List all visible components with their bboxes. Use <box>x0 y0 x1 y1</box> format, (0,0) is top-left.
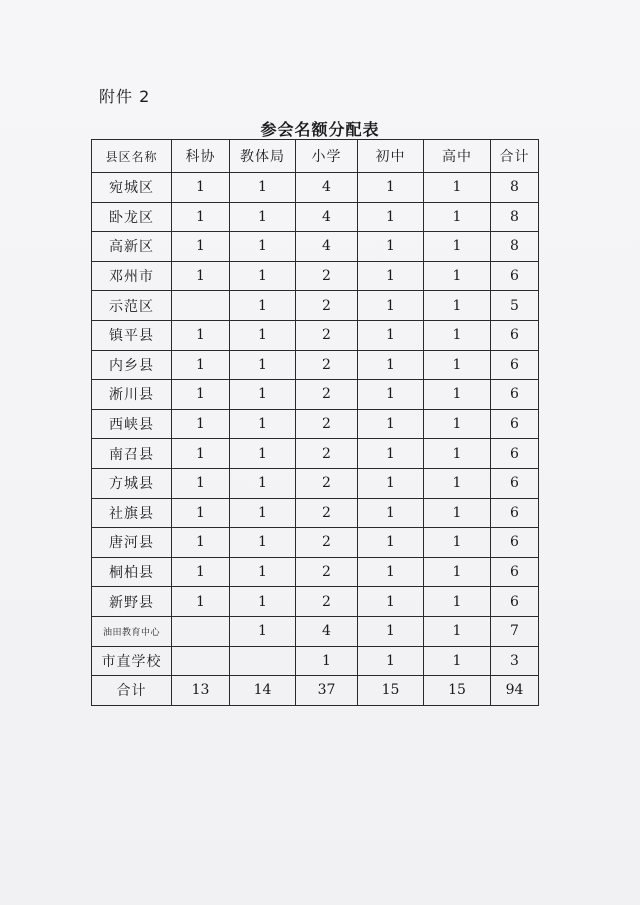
value-cell: 1 <box>424 528 491 558</box>
value-cell <box>172 646 230 676</box>
value-cell: 7 <box>491 616 539 646</box>
value-cell: 1 <box>424 557 491 587</box>
value-cell: 1 <box>358 232 424 262</box>
value-cell: 1 <box>358 468 424 498</box>
value-cell: 2 <box>296 468 358 498</box>
county-name-cell: 宛城区 <box>92 173 172 203</box>
value-cell: 6 <box>491 261 539 291</box>
table-row <box>92 646 539 676</box>
value-cell: 1 <box>230 173 296 203</box>
table-row <box>92 291 539 321</box>
value-cell: 1 <box>296 646 358 676</box>
value-cell: 1 <box>424 261 491 291</box>
value-cell: 1 <box>172 202 230 232</box>
value-cell: 1 <box>230 557 296 587</box>
value-cell: 1 <box>358 291 424 321</box>
value-cell: 6 <box>491 320 539 350</box>
value-cell: 1 <box>230 498 296 528</box>
value-cell: 6 <box>491 587 539 617</box>
value-cell: 4 <box>296 202 358 232</box>
value-cell: 4 <box>296 616 358 646</box>
table-body <box>92 173 539 706</box>
value-cell: 1 <box>358 202 424 232</box>
value-cell: 1 <box>230 439 296 469</box>
value-cell: 1 <box>424 616 491 646</box>
value-cell: 6 <box>491 409 539 439</box>
value-cell: 1 <box>424 173 491 203</box>
value-cell: 2 <box>296 498 358 528</box>
value-cell: 1 <box>424 409 491 439</box>
value-cell: 1 <box>230 350 296 380</box>
value-cell: 1 <box>424 646 491 676</box>
column-header: 县区名称 <box>92 140 172 173</box>
value-cell: 1 <box>172 350 230 380</box>
value-cell: 1 <box>172 498 230 528</box>
value-cell: 1 <box>230 202 296 232</box>
value-cell: 2 <box>296 350 358 380</box>
value-cell: 5 <box>491 291 539 321</box>
table-row <box>92 173 539 203</box>
table-row <box>92 439 539 469</box>
table-row <box>92 676 539 706</box>
county-name-cell: 桐柏县 <box>92 557 172 587</box>
table-row <box>92 202 539 232</box>
table-row <box>92 557 539 587</box>
value-cell: 1 <box>230 616 296 646</box>
column-header: 合计 <box>491 140 539 173</box>
county-name-cell: 高新区 <box>92 232 172 262</box>
table-row <box>92 468 539 498</box>
value-cell: 2 <box>296 587 358 617</box>
value-cell: 1 <box>230 261 296 291</box>
value-cell: 6 <box>491 350 539 380</box>
county-name-cell: 示范区 <box>92 291 172 321</box>
value-cell: 1 <box>172 439 230 469</box>
value-cell: 15 <box>424 676 491 706</box>
table-row <box>92 350 539 380</box>
value-cell: 2 <box>296 439 358 469</box>
value-cell: 8 <box>491 232 539 262</box>
allocation-table <box>91 139 539 706</box>
table-row <box>92 261 539 291</box>
table-row <box>92 616 539 646</box>
value-cell: 1 <box>172 232 230 262</box>
county-name-cell: 邓州市 <box>92 261 172 291</box>
column-header: 初中 <box>358 140 424 173</box>
value-cell: 2 <box>296 380 358 410</box>
value-cell: 1 <box>358 557 424 587</box>
value-cell: 4 <box>296 173 358 203</box>
value-cell: 1 <box>358 173 424 203</box>
table-row <box>92 587 539 617</box>
value-cell: 6 <box>491 439 539 469</box>
value-cell: 1 <box>424 468 491 498</box>
table-row <box>92 232 539 262</box>
value-cell: 1 <box>424 202 491 232</box>
value-cell: 1 <box>230 320 296 350</box>
value-cell: 1 <box>424 498 491 528</box>
value-cell: 1 <box>172 587 230 617</box>
value-cell: 1 <box>172 173 230 203</box>
value-cell: 94 <box>491 676 539 706</box>
value-cell: 3 <box>491 646 539 676</box>
value-cell: 1 <box>230 291 296 321</box>
value-cell: 1 <box>230 587 296 617</box>
county-name-cell: 合计 <box>92 676 172 706</box>
value-cell: 1 <box>172 261 230 291</box>
value-cell: 4 <box>296 232 358 262</box>
value-cell: 37 <box>296 676 358 706</box>
value-cell: 1 <box>230 232 296 262</box>
attachment-label: 附件 2 <box>99 87 151 106</box>
value-cell: 1 <box>172 557 230 587</box>
table-row <box>92 380 539 410</box>
value-cell: 1 <box>424 380 491 410</box>
value-cell: 1 <box>172 380 230 410</box>
county-name-cell: 新野县 <box>92 587 172 617</box>
value-cell: 1 <box>424 587 491 617</box>
value-cell: 1 <box>172 409 230 439</box>
value-cell: 1 <box>230 409 296 439</box>
value-cell: 2 <box>296 557 358 587</box>
table-row <box>92 409 539 439</box>
value-cell: 1 <box>424 232 491 262</box>
value-cell: 6 <box>491 498 539 528</box>
value-cell: 1 <box>230 528 296 558</box>
value-cell <box>230 646 296 676</box>
county-name-cell: 内乡县 <box>92 350 172 380</box>
value-cell: 14 <box>230 676 296 706</box>
table-title: 参会名额分配表 <box>260 120 380 139</box>
table-row <box>92 320 539 350</box>
county-name-cell: 市直学校 <box>92 646 172 676</box>
value-cell: 1 <box>230 380 296 410</box>
column-header: 小学 <box>296 140 358 173</box>
value-cell: 6 <box>491 528 539 558</box>
county-name-cell: 方城县 <box>92 468 172 498</box>
value-cell: 2 <box>296 291 358 321</box>
county-name-cell: 社旗县 <box>92 498 172 528</box>
value-cell: 13 <box>172 676 230 706</box>
column-header: 高中 <box>424 140 491 173</box>
county-name-cell: 卧龙区 <box>92 202 172 232</box>
county-name-cell: 南召县 <box>92 439 172 469</box>
county-name-cell: 西峡县 <box>92 409 172 439</box>
value-cell: 1 <box>172 528 230 558</box>
county-name-cell: 唐河县 <box>92 528 172 558</box>
value-cell: 6 <box>491 468 539 498</box>
value-cell: 2 <box>296 409 358 439</box>
table-row <box>92 528 539 558</box>
value-cell: 1 <box>424 291 491 321</box>
county-name-cell: 淅川县 <box>92 380 172 410</box>
value-cell: 1 <box>424 320 491 350</box>
value-cell: 1 <box>358 409 424 439</box>
value-cell: 1 <box>358 320 424 350</box>
value-cell: 1 <box>358 587 424 617</box>
value-cell: 1 <box>358 498 424 528</box>
value-cell: 1 <box>358 261 424 291</box>
value-cell: 1 <box>358 350 424 380</box>
value-cell: 1 <box>172 468 230 498</box>
value-cell: 1 <box>424 439 491 469</box>
value-cell: 6 <box>491 380 539 410</box>
value-cell: 6 <box>491 557 539 587</box>
value-cell <box>172 291 230 321</box>
value-cell: 1 <box>358 646 424 676</box>
value-cell: 1 <box>424 350 491 380</box>
value-cell: 1 <box>358 616 424 646</box>
value-cell: 1 <box>358 528 424 558</box>
column-header: 科协 <box>172 140 230 173</box>
table-row <box>92 498 539 528</box>
value-cell: 2 <box>296 320 358 350</box>
value-cell: 2 <box>296 261 358 291</box>
value-cell: 8 <box>491 173 539 203</box>
value-cell: 1 <box>172 320 230 350</box>
table-header-row <box>92 140 539 173</box>
value-cell: 15 <box>358 676 424 706</box>
value-cell: 1 <box>358 380 424 410</box>
value-cell: 2 <box>296 528 358 558</box>
column-header: 教体局 <box>230 140 296 173</box>
county-name-cell: 镇平县 <box>92 320 172 350</box>
value-cell: 1 <box>230 468 296 498</box>
value-cell: 1 <box>358 439 424 469</box>
value-cell <box>172 616 230 646</box>
county-name-cell: 油田教育中心 <box>92 616 172 646</box>
value-cell: 8 <box>491 202 539 232</box>
